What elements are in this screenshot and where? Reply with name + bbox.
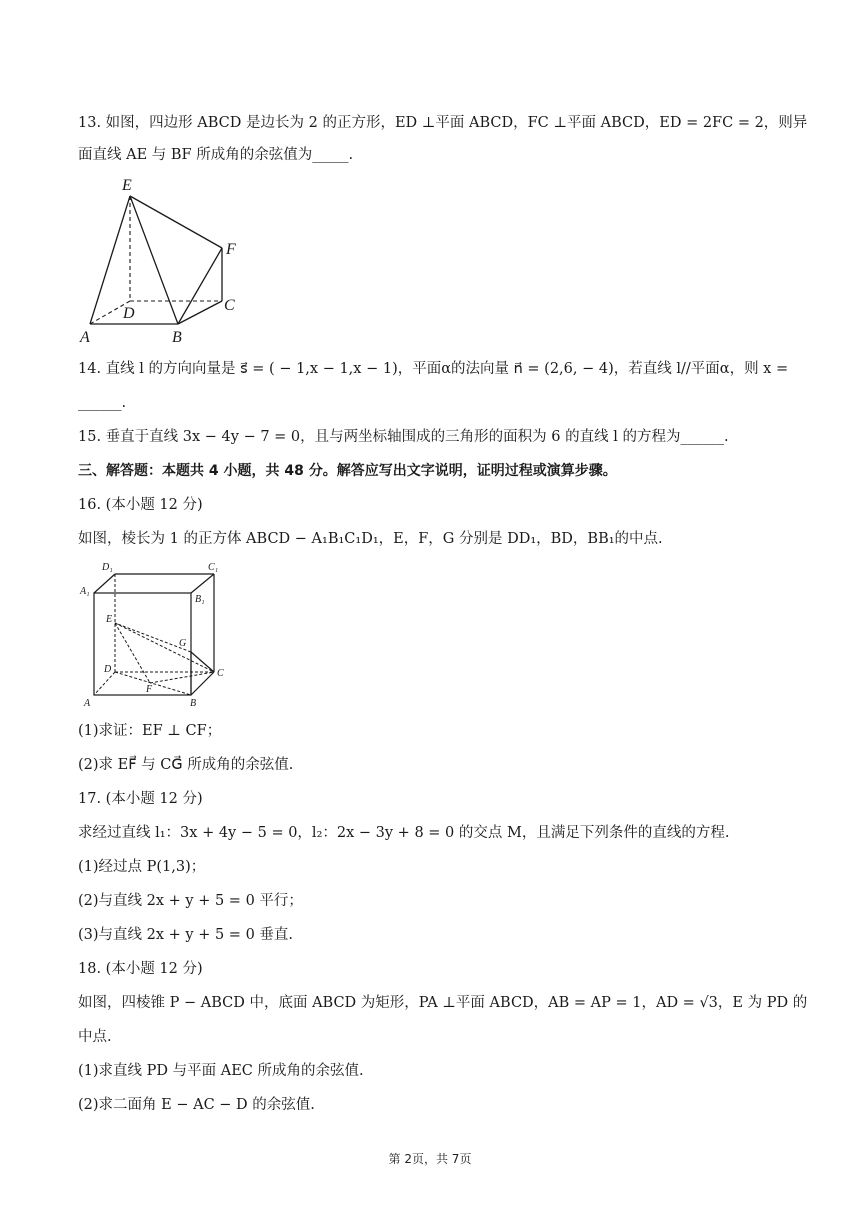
q14-line1: 14. 直线 l 的方向向量是 s⃗ = ( − 1,x − 1,x − 1)，平面α的法向量 n⃗ = (2,6, − 4)，若直线 l//平面α，则 x = (78, 361, 789, 377)
q17-stem: 求经过直线 l₁：3x + 4y − 5 = 0，l₂：2x − 3y + 8 = 0 的交点 M，且满足下列条件的直线的方程. (78, 825, 730, 841)
q16-stem: 如图，棱长为 1 的正方体 ABCD − A₁B₁C₁D₁，E，F，G 分别是 DD₁，BD，BB₁的中点. (78, 531, 663, 547)
label-D: D (104, 664, 112, 675)
q15-line1: 15. 垂直于直线 3x − 4y − 7 = 0，且与两坐标轴围成的三角形的面积为 6 的直线 l 的方程为______. (78, 429, 729, 445)
q13-figure (78, 174, 248, 346)
q13-line2: 面直线 AE 与 BF 所成角的余弦值为_____. (78, 147, 354, 163)
q18-stem-line2: 中点. (78, 1029, 112, 1045)
q18-part1: (1)求直线 PD 与平面 AEC 所成角的余弦值. (78, 1063, 364, 1079)
label-B1: B₁ (195, 594, 205, 605)
q18-stem-line1: 如图，四棱锥 P − ABCD 中，底面 ABCD 为矩形，PA ⊥平面 ABCD，AB = AP = 1，AD = √3，E 为 PD 的 (78, 995, 808, 1011)
q16-part1: (1)求证：EF ⊥ CF； (78, 723, 222, 739)
q16-part2: (2)求 EF⃗ 与 CG⃗ 所成角的余弦值. (78, 757, 294, 773)
label-E: E (106, 614, 113, 625)
q16-cube-figure (78, 560, 238, 710)
label-B: B (190, 698, 197, 709)
q17-part2: (2)与直线 2x + y + 5 = 0 平行； (78, 893, 303, 909)
page-footer: 第 2页，共 7页 (388, 1152, 472, 1166)
label-D: D (123, 305, 135, 322)
label-G: G (179, 638, 187, 649)
q17-part1: (1)经过点 P(1,3)； (78, 859, 206, 875)
label-A: A (80, 329, 90, 346)
label-F: F (146, 684, 153, 695)
q17-header: 17. (本小题 12 分) (78, 791, 203, 807)
label-A: A (84, 698, 91, 709)
label-F: F (226, 241, 236, 258)
label-B: B (172, 329, 182, 346)
label-D1: D₁ (102, 562, 113, 573)
label-C1: C₁ (208, 562, 219, 573)
label-E: E (122, 177, 132, 194)
label-C: C (224, 297, 235, 314)
q13-line1: 13. 如图，四边形 ABCD 是边长为 2 的正方形，ED ⊥平面 ABCD，FC ⊥平面 ABCD，ED = 2FC = 2，则异 (78, 115, 808, 131)
q18-part2: (2)求二面角 E − AC − D 的余弦值. (78, 1097, 315, 1113)
q14-line2: ______. (78, 395, 127, 411)
label-C: C (217, 668, 224, 679)
label-A1: A₁ (80, 586, 90, 597)
q18-header: 18. (本小题 12 分) (78, 961, 203, 977)
section-heading: 三、解答题：本题共 4 小题，共 48 分。解答应写出文字说明，证明过程或演算步骤。 (78, 463, 617, 479)
q17-part3: (3)与直线 2x + y + 5 = 0 垂直. (78, 927, 294, 943)
q16-header: 16. (本小题 12 分) (78, 497, 203, 513)
